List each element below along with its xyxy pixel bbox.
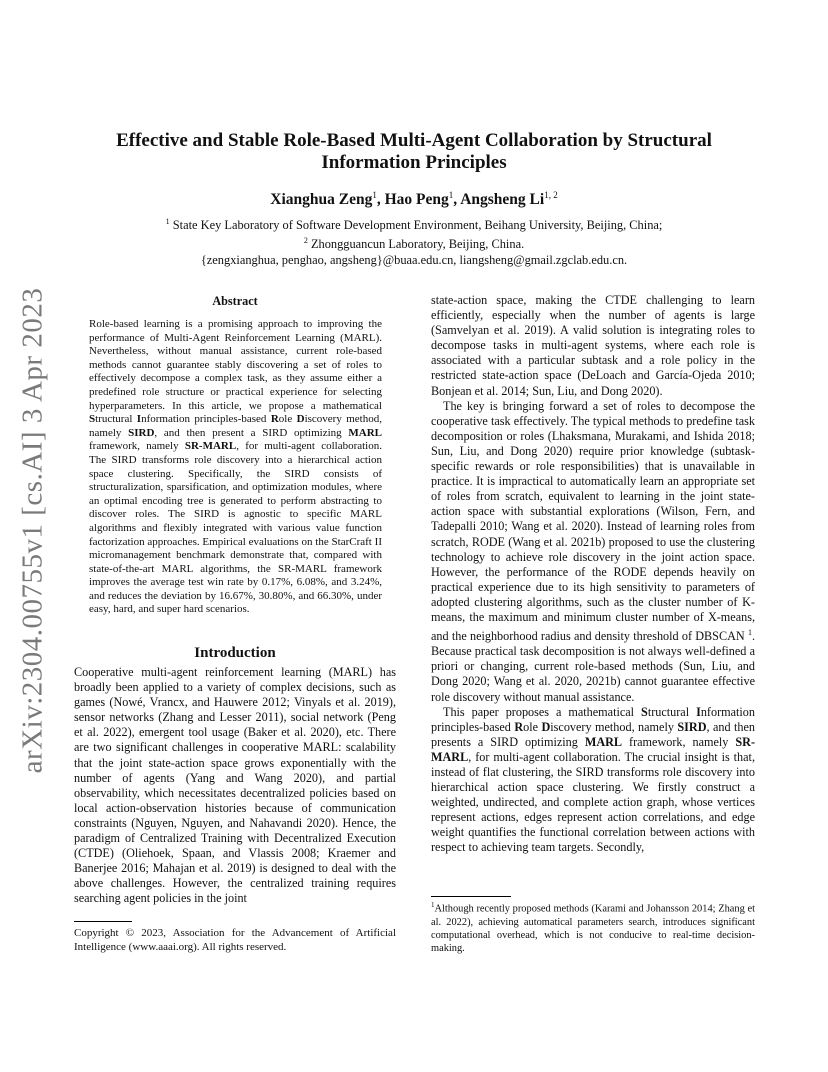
bold-letter: I bbox=[696, 704, 701, 719]
footnote-text: Although recently proposed methods (Karami and Johansson 2014; Zhang et al. 2022), achieving automatical parameters search, introduces significant computational overhead, which is not conducive to real-time decision-making. bbox=[431, 903, 755, 955]
paragraph-text: This paper proposes a mathematical bbox=[443, 704, 642, 719]
bold-letter: D bbox=[541, 719, 551, 734]
paragraph-text: The key is bringing forward a set of roles to decompose the cooperative task effectively. The typical methods to predefine task decomposition or roles (Lhaksmana, Murakami, and Ishida 2018; Sun, Liu, and Dong 2020) require prior knowledge (subtask-specific rewards or role responsibilities) that is unavailable in practice. It is impractical to automatically learn an appropriate set of roles from scratch, equivalent to learning in the joint state-action space with substantial explorations (Wilson, Fern, and Tadepalli 2010; Wang et al. 2020). Instead of learning roles from scratch, RODE (Wang et al. 2021b) proposed to use the clustering technology to achieve role discovery in the joint action space. However, the performance of the RODE depends heavily on practical experience due to its high sensitivity to parameters of adopted clustering algorithms, such as the cluster number of K-means, the maximum and minimum cluster number of X-means, and the neighborhood radius and density threshold of DBSCAN bbox=[431, 398, 755, 644]
email-line: {zengxianghua, penghao, angsheng}@buaa.edu.cn, liangsheng@gmail.zgclab.edu.cn. bbox=[200, 253, 628, 268]
author-affiliation-mark: 1 bbox=[448, 190, 454, 200]
abstract-bold-letter: R bbox=[270, 413, 279, 426]
footnote-number: 1 bbox=[431, 901, 435, 909]
bold-letter: R bbox=[514, 719, 524, 734]
body-paragraph bbox=[431, 705, 755, 856]
right-column-body bbox=[431, 293, 755, 856]
abstract-text: , and then present a SIRD optimizing bbox=[154, 426, 349, 439]
author-name: Xianghua Zeng bbox=[270, 191, 373, 209]
author-affiliation-mark: 1, 2 bbox=[544, 190, 558, 200]
abstract-bold-letter: I bbox=[136, 413, 142, 426]
affiliation-number: 1 bbox=[165, 217, 170, 226]
body-paragraph bbox=[431, 399, 755, 705]
intro-paragraph: Cooperative multi-agent reinforcement learning (MARL) has broadly been applied to a variety of complex decisions, such as games (Nowé, Vrancx, and Hauwere 2012; Vinyals et al. 2019), sensor networks (Zhang and Lesser 2011), social network (Peng et al. 2022), emergent tool usage (Baker et al. 2020), etc. There are two significant challenges in cooperative MARL: scalability that the joint state-action space grows exponentially with the number of agents (Yang and Wang 2020), and partial observability, which necessitates decentralized policies based on local action-observation histories because of communication constraints (Nguyen, Nguyen, and Nahavandi 2020). Hence, the paradigm of Centralized Training with Decentralized Execution (CTDE) (Oliehoek, Spaan, and Vlassis 2008; Kraemer and Banerjee 2016; Mahajan et al. 2019) is designed to deal with the above challenges. However, the centralized training requires searching agent policies in the joint bbox=[74, 665, 396, 906]
abstract-bold-term: MARL bbox=[348, 426, 382, 439]
abstract-text: tructural bbox=[95, 413, 137, 426]
bold-term: SIRD bbox=[677, 719, 707, 734]
copyright-rule bbox=[74, 921, 132, 922]
paragraph-text: . Because practical task decomposition is not always well-defined a priori or changing, current role-based methods (Sun, Liu, and Dong 2020; Wang et al. 2020, 2021b) cannot guarantee effective role discovery without manual assistance. bbox=[431, 629, 755, 704]
abstract-text: Role-based learning is a promising approach to improving the performance of Multi-Agent Reinforcement Learning (MARL). Nevertheless, without manual assistance, current role-based methods cannot guarantee stably discovering a set of roles to effectively decompose a complex task, as they assume either a predefined role structure or practical experience for selecting hyperparameters. In this article, we propose a mathematical bbox=[89, 318, 382, 412]
author-list: Xianghua Zeng$^1$, Hao Peng$^1$, Angsheng Li$^{1, 2}$ bbox=[270, 190, 558, 209]
footnote bbox=[431, 899, 755, 956]
abstract-bold-term: SR-MARL bbox=[184, 440, 237, 453]
arxiv-identifier: arXiv:2304.00755v1 [cs.AI] 3 Apr 2023 bbox=[16, 287, 49, 773]
introduction-heading: Introduction bbox=[194, 645, 276, 661]
abstract-body bbox=[89, 318, 382, 617]
footnote-rule bbox=[431, 896, 511, 897]
affiliation-block bbox=[92, 214, 736, 268]
left-column-body bbox=[74, 665, 396, 907]
affiliation-number: 2 bbox=[303, 236, 308, 246]
abstract-text: iscovery method, namely bbox=[89, 413, 382, 439]
affiliation-text: Zhongguancun Laboratory, Beijing, China. bbox=[310, 237, 525, 252]
author-name: Hao Peng bbox=[384, 191, 449, 209]
paragraph-text: nformation principles-based bbox=[431, 704, 755, 734]
body-paragraph: state-action space, making the CTDE challenging to learn efficiently, especially when the number of agents is large (Samvelyan et al. 2019). A valid solution is integrating roles to decompose tasks in multi-agent systems, where each role is associated with a particular subtask and a role policy in the restricted state-action space (DeLoach and García-Ojeda 2010; Bonjean et al. 2014; Sun, Liu, and Dong 2020). bbox=[431, 293, 755, 398]
copyright-notice: Copyright © 2023, Association for the Advancement of Artificial Intelligence (www.aaai.org). All rights reserved. bbox=[74, 927, 396, 953]
affiliation-text: State Key Laboratory of Software Development Environment, Beihang University, Beijing, China; bbox=[172, 218, 663, 233]
abstract-bold-letter: S bbox=[89, 413, 96, 426]
bold-term: SR-MARL bbox=[431, 734, 755, 764]
abstract-heading: Abstract bbox=[212, 294, 258, 308]
paper-title: Effective and Stable Role-Based Multi-Agent Collaboration by Structural Information Principles bbox=[116, 130, 712, 173]
paragraph-text: , and then presents a SIRD optimizing bbox=[431, 719, 756, 749]
author-name: Angsheng Li bbox=[460, 191, 545, 209]
author-affiliation-mark: 1 bbox=[372, 190, 377, 200]
paragraph-text: iscovery method, namely bbox=[550, 719, 678, 734]
abstract-text: framework, namely bbox=[89, 440, 185, 453]
affiliation-line bbox=[92, 214, 736, 233]
bold-letter: S bbox=[641, 704, 648, 719]
abstract-text: ole bbox=[278, 413, 297, 426]
affiliation-line bbox=[92, 233, 736, 252]
footnote-marker: 1 bbox=[747, 628, 752, 638]
abstract-text: , for multi-agent collaboration. The SIRD transforms role discovery into a hierarchical action space clustering. Specifically, the SIRD consists of structuralization, sparsification, and optimization modules, where an optimal encoding tree is generated to perform abstracting to discover roles. The SIRD is agnostic to specific MARL algorithms and flexibly integrated with various value function factorization approaches. Empirical evaluations on the StarCraft II micromanagement benchmark demonstrate that, compared with state-of-the-art MARL algorithms, the SR-MARL framework improves the average test win rate by 0.17%, 6.08%, and 3.24%, and reduces the deviation by 16.67%, 30.80%, and 66.30%, under easy, hard, and super hard scenarios. bbox=[89, 440, 382, 616]
paragraph-text: tructural bbox=[647, 704, 697, 719]
arxiv-sidebar-stamp bbox=[10, 287, 56, 773]
bold-term: MARL bbox=[584, 734, 623, 749]
abstract-bold-term: SIRD bbox=[128, 426, 155, 439]
paragraph-text: ole bbox=[523, 719, 542, 734]
paragraph-text: framework, namely bbox=[622, 734, 736, 749]
abstract-text: nformation principles-based bbox=[141, 413, 271, 426]
paragraph-text: , for multi-agent collaboration. The crucial insight is that, instead of flat clustering, the SIRD transforms role discovery into hierarchical action space clustering. We firstly construct a weighted, undirected, and complete action graph, whose vertices represent actions, edges represent action correlations, and edge weight quantifies the functional correlation between actions with respect to achieving team targets. Secondly, bbox=[431, 749, 755, 855]
abstract-bold-letter: D bbox=[296, 413, 305, 426]
